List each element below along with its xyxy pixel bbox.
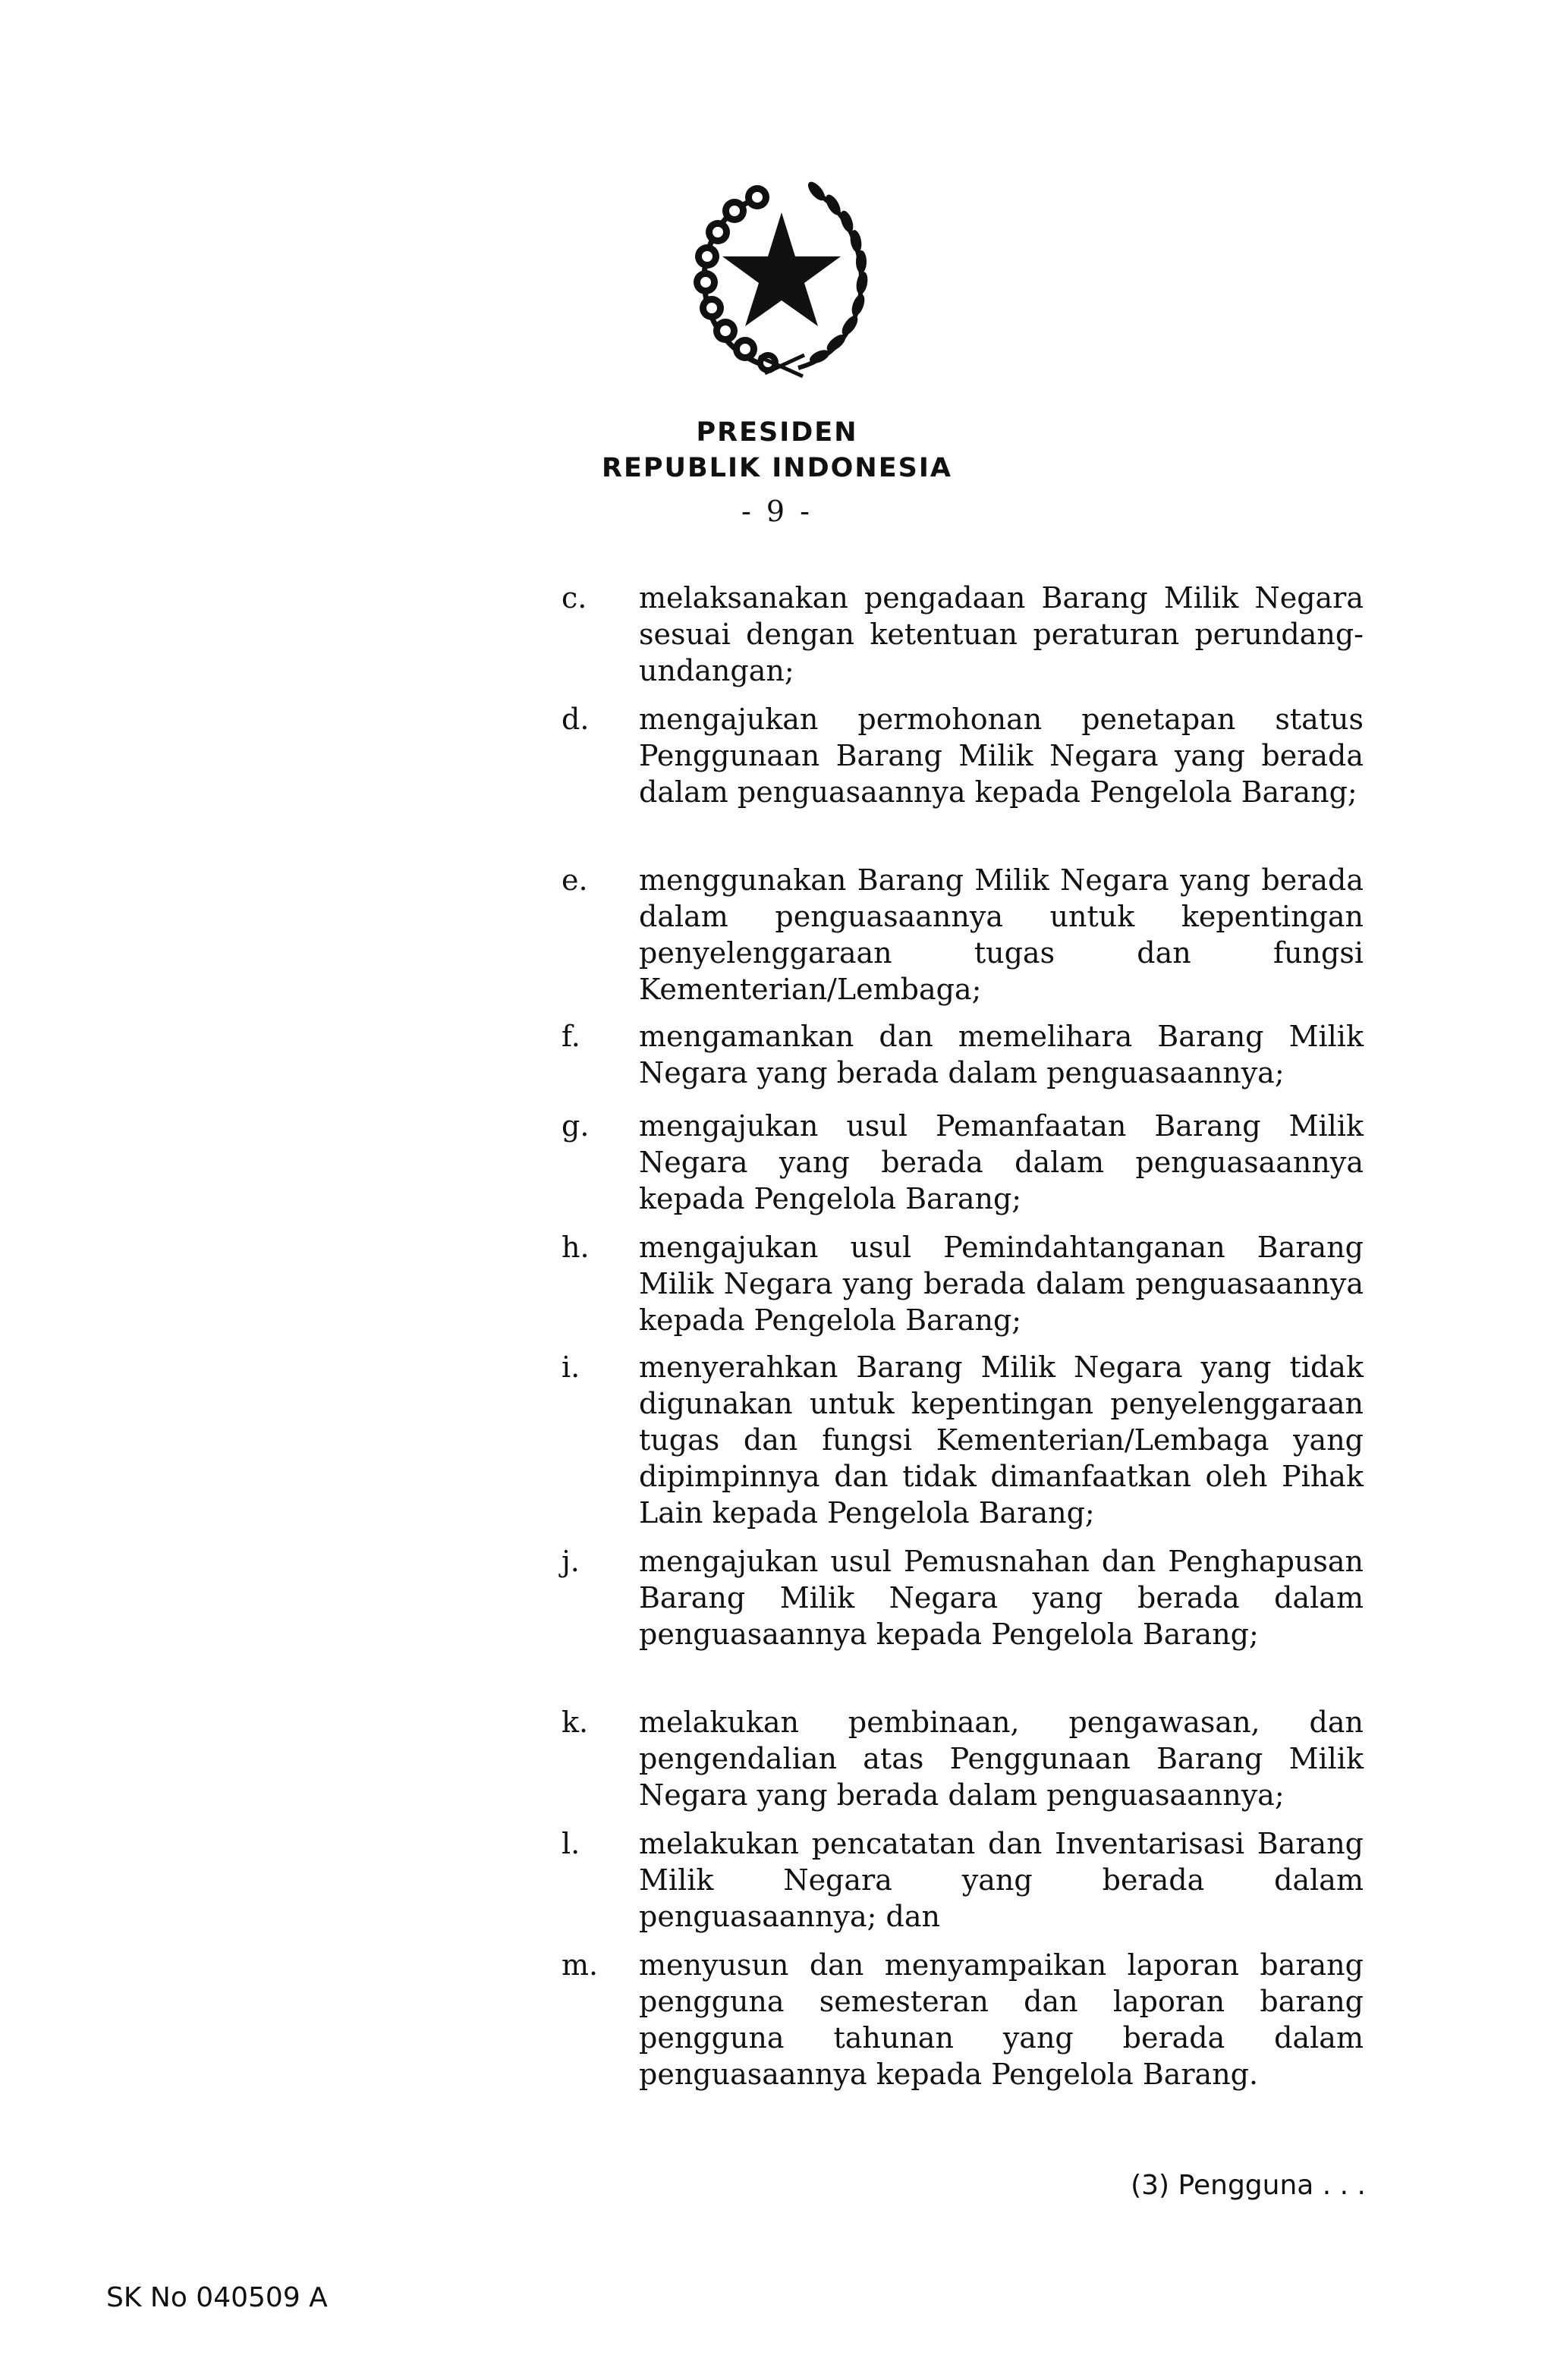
list-marker: d. bbox=[562, 703, 590, 736]
list-marker: c. bbox=[562, 581, 587, 615]
list-item-text: menyerahkan Barang Milik Negara yang tidak digunakan untuk kepentingan penyelenggaraan tugas dan fungsi Kementerian/Lembaga yang dipimpinnya dan tidak dimanfaatkan oleh Pihak Lain kepada Pengelola Barang; bbox=[639, 1350, 1364, 1530]
list-marker: f. bbox=[562, 1020, 580, 1053]
list-item-text: melakukan pembinaan, pengawasan, dan pengendalian atas Penggunaan Barang Milik Negara yang berada dalam penguasaannya; bbox=[639, 1706, 1364, 1812]
header-title-presiden: PRESIDEN bbox=[696, 417, 858, 448]
presidential-seal-icon bbox=[668, 174, 895, 395]
list-marker: e. bbox=[562, 863, 588, 897]
list-marker: m. bbox=[562, 1948, 599, 1982]
list-item-text: mengamankan dan memelihara Barang Milik Negara yang berada dalam penguasaannya; bbox=[639, 1020, 1364, 1089]
list-item-text: menggunakan Barang Milik Negara yang berada dalam penguasaannya untuk kepentingan penyelenggaraan tugas dan fungsi Kementerian/Lembaga; bbox=[639, 863, 1364, 1006]
list-item-text: melakukan pencatatan dan Inventarisasi Barang Milik Negara yang berada dalam penguasaannya; dan bbox=[639, 1827, 1364, 1933]
list-marker: l. bbox=[562, 1827, 580, 1860]
list-item-text: mengajukan usul Pemanfaatan Barang Milik Negara yang berada dalam penguasaannya kepada Pengelola Barang; bbox=[639, 1109, 1364, 1215]
list-item-text: mengajukan usul Pemindahtanganan Barang Milik Negara yang berada dalam penguasaannya kepada Pengelola Barang; bbox=[639, 1231, 1364, 1337]
list-item-text: menyusun dan menyampaikan laporan barang pengguna semesteran dan laporan barang pengguna tahunan yang berada dalam penguasaannya kepada Pengelola Barang. bbox=[639, 1948, 1364, 2091]
list-marker: h. bbox=[562, 1231, 590, 1264]
list-item-text: mengajukan usul Pemusnahan dan Penghapusan Barang Milik Negara yang berada dalam penguasaannya kepada Pengelola Barang; bbox=[639, 1545, 1364, 1651]
list-marker: g. bbox=[562, 1109, 590, 1143]
list-item-text: mengajukan permohonan penetapan status Penggunaan Barang Milik Negara yang berada dalam penguasaannya kepada Pengelola Barang; bbox=[639, 703, 1364, 809]
list-marker: j. bbox=[562, 1545, 580, 1578]
continuation-catchword: (3) Pengguna . . . bbox=[1131, 2170, 1366, 2201]
list-item-text: melaksanakan pengadaan Barang Milik Negara sesuai dengan ketentuan peraturan perundang-undangan; bbox=[639, 581, 1364, 687]
list-marker: k. bbox=[562, 1706, 589, 1739]
document-code: SK No 040509 A bbox=[106, 2282, 328, 2313]
star-icon bbox=[722, 212, 841, 326]
list-marker: i. bbox=[562, 1350, 580, 1384]
page-number: - 9 - bbox=[741, 495, 813, 528]
header-title-republik: REPUBLIK INDONESIA bbox=[602, 453, 952, 483]
